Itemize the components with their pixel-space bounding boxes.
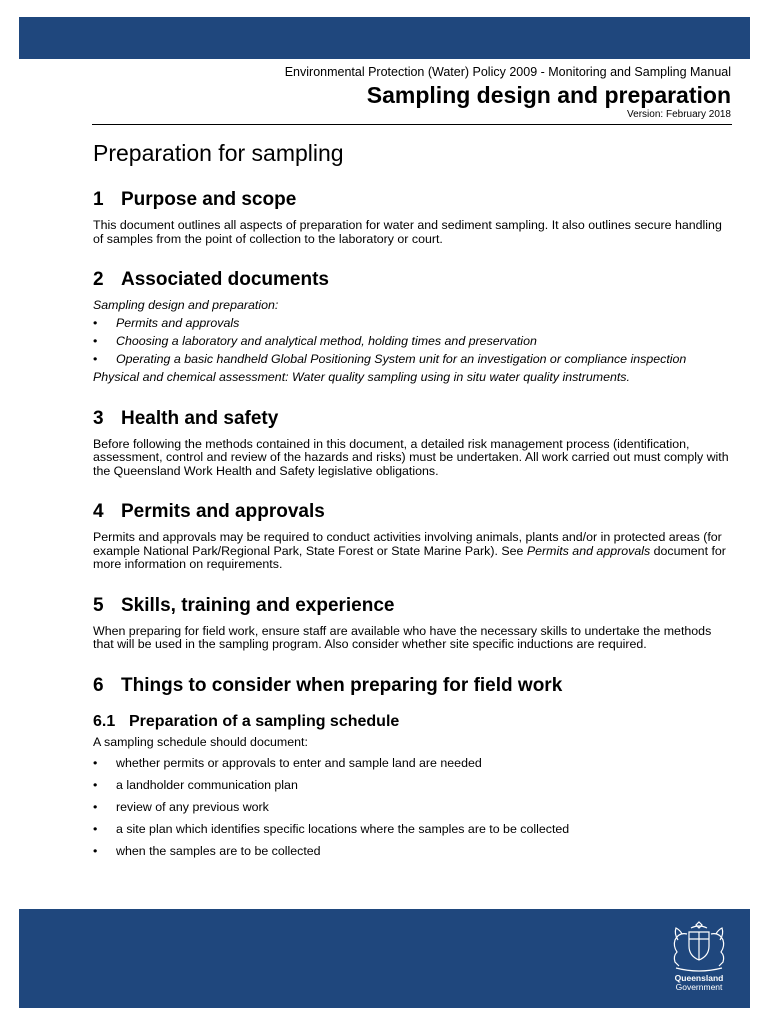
section-permits [93,500,733,572]
list-item-text: a landholder communication plan [116,778,298,792]
section-number: 4 [93,501,104,522]
subsection-heading [93,712,733,732]
list-item [93,335,733,349]
list-item [93,353,733,367]
list-item-text: when the samples are to be collected [116,844,321,858]
page-title: Preparation for sampling [93,140,344,166]
subsection-intro: A sampling schedule should document: [93,734,308,749]
section-text: When preparing for field work, ensure staff are available who have the necessary skills to undertake the methods that will be used in the sampling program. Also consider whether site specific inductions are required. [93,623,712,651]
version-label: Version: February 2018 [627,109,731,120]
section-text [93,531,733,572]
section-title: Associated documents [121,269,329,290]
footer-band [19,909,750,1008]
section-health-safety [93,407,733,479]
bullet: • [93,778,98,792]
text-part: Permits and approvals may be required to conduct activities involving animals, plants and/or in protected areas (for example National Park/Regional Park, State Forest or State Marine Park). See [93,530,722,558]
section-title: Skills, training and experience [121,594,395,616]
section-text: Before following the methods contained in this document, a detailed risk management process (identification, assessment, control and review of the hazards and risks) must be undertaken. All work carried out must comply with the Queensland Work Health and Safety legislative obligations. [93,436,729,478]
section-purpose [93,188,733,246]
list-item [93,757,733,771]
section-number: 1 [93,189,104,210]
section-field-work [93,674,733,698]
header-band [19,17,750,59]
section-heading [93,674,733,698]
list-item-text: Operating a basic handheld Global Positioning System unit for an investigation or compliance inspection [116,352,687,366]
section-title: Purpose and scope [121,189,297,210]
section-heading [93,407,733,431]
section-skills [93,594,733,652]
section-heading [93,594,733,618]
bullet: • [93,334,98,348]
section-number: 5 [93,594,104,616]
logo-text-queensland: Queensland [674,973,724,983]
bullet: • [93,822,98,836]
list-item-text: a site plan which identifies specific locations where the samples are to be collected [116,822,570,836]
associated-documents-list [93,317,733,367]
text-part: document for more information on requirements. [93,543,726,571]
section-title: Health and safety [121,407,279,429]
section-heading [93,188,733,212]
section-title: Permits and approvals [121,501,325,522]
list-item [93,845,733,859]
bullet: • [93,844,98,858]
sampling-schedule-list [93,757,733,859]
list-item-text: Choosing a laboratory and analytical method, holding times and preservation [116,334,537,348]
list-item-text: Permits and approvals [116,316,240,330]
document-reference: Permits and approvals [526,543,651,558]
list-item [93,801,733,815]
section-title: Things to consider when preparing for field work [121,674,563,696]
section-heading [93,268,733,292]
list-item-text: review of any previous work [116,800,269,814]
list-item-text: whether permits or approvals to enter and sample land are needed [116,756,482,770]
section-text: This document outlines all aspects of preparation for water and sediment sampling. It also outlines secure handling of samples from the point of collection to the laboratory or court. [93,218,722,246]
section-number: 3 [93,407,104,429]
document-heading: Sampling design and preparation [366,82,731,108]
page-header [285,64,731,121]
queensland-government-logo [662,918,736,994]
header-divider [92,124,732,125]
manual-subtitle: Environmental Protection (Water) Policy 2009 - Monitoring and Sampling Manual [284,65,731,79]
bullet: • [93,316,98,330]
document-body [93,138,733,867]
list-item [93,779,733,793]
section-associated-documents [93,268,733,385]
subsection-number: 6.1 [93,712,116,730]
bullet: • [93,352,98,366]
bullet: • [93,756,98,770]
section-outro: Physical and chemical assessment: Water quality sampling using in situ water quality instruments. [93,370,630,384]
list-item [93,823,733,837]
section-number: 6 [93,674,104,696]
subsection-title: Preparation of a sampling schedule [129,712,400,730]
section-number: 2 [93,269,104,290]
subsection-sampling-schedule [93,712,733,859]
bullet: • [93,800,98,814]
list-item [93,317,733,331]
section-heading [93,500,733,524]
logo-text-government: Government [675,982,723,992]
section-intro: Sampling design and preparation: [93,298,279,312]
coat-of-arms-icon [662,918,736,974]
